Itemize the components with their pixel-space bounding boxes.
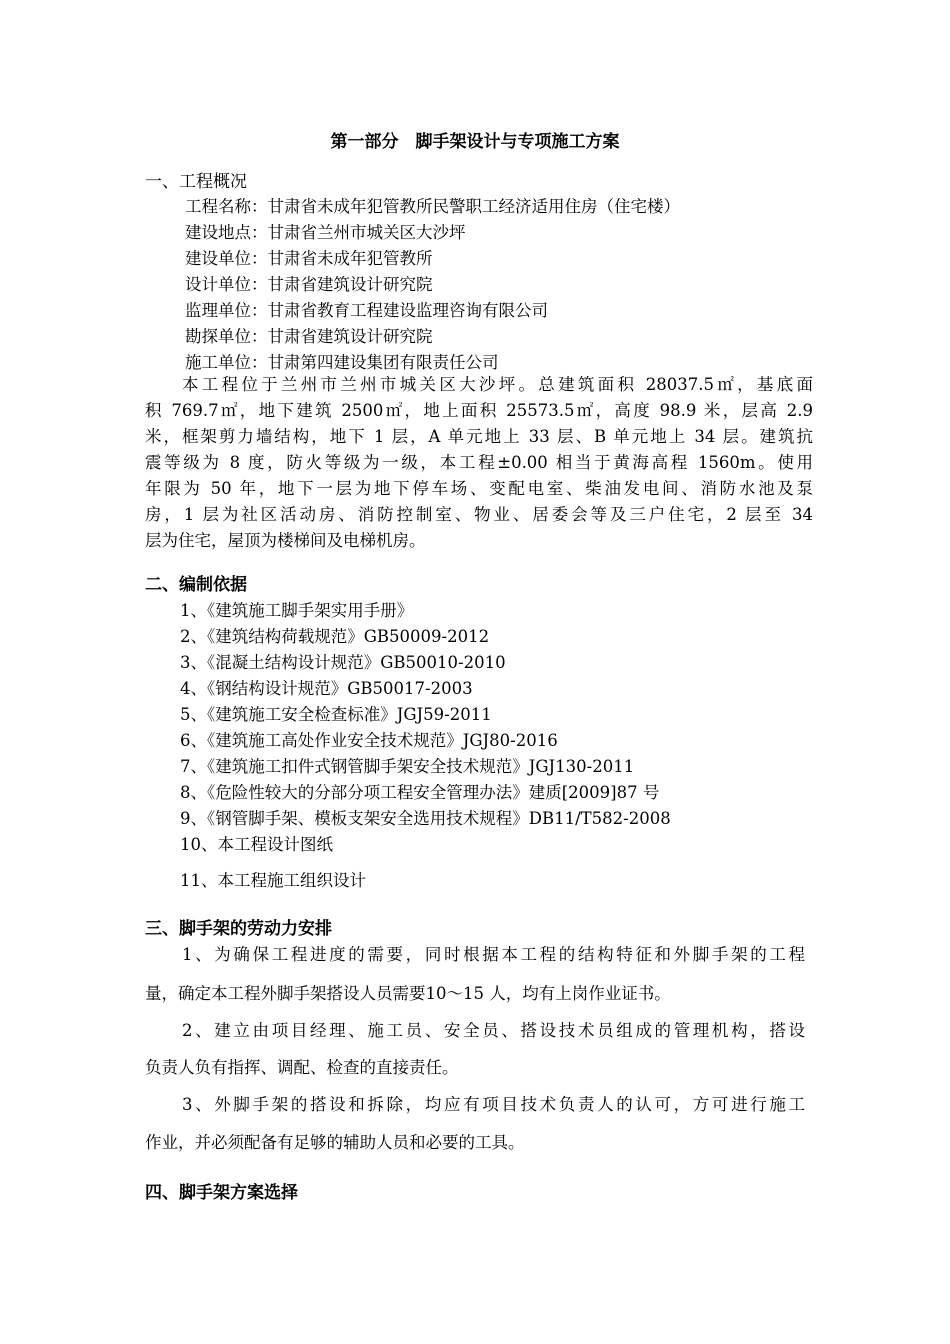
paragraph-line: 层为住宅，屋顶为楼梯间及电梯机房。 (145, 531, 426, 550)
section-heading-overview: 一、工程概况 (145, 172, 247, 192)
labor-line: 负责人负有指挥、调配、检查的直接责任。 (145, 1058, 459, 1077)
reference-item: 4、《钢结构设计规范》GB50017-2003 (180, 679, 473, 698)
reference-item: 11、本工程施工组织设计 (180, 871, 366, 890)
reference-item: 7、《建筑施工扣件式钢管脚手架安全技术规范》JGJ130-2011 (180, 757, 635, 776)
paragraph-line: 积 769.7㎡，地下建筑 2500㎡，地上面积 25573.5㎡，高度 98.9 米，层高 2.9 (145, 401, 813, 420)
paragraph-line: 年限为 50 年，地下一层为地下停车场、变配电室、柴油发电间、消防水池及泵 (145, 479, 813, 498)
reference-item: 10、本工程设计图纸 (180, 835, 333, 854)
reference-item: 8、《危险性较大的分部分项工程安全管理办法》建质[2009]87 号 (180, 783, 660, 802)
reference-item: 2、《建筑结构荷载规范》GB50009-2012 (180, 627, 490, 646)
section-heading-scheme: 四、脚手架方案选择 (145, 1183, 298, 1203)
labor-line: 1、为确保工程进度的需要，同时根据本工程的结构特征和外脚手架的工程 (182, 945, 805, 964)
paragraph-line: 房，1 层为社区活动房、消防控制室、物业、居委会等及三户住宅，2 层至 34 (145, 505, 813, 524)
info-line-surveyor: 勘探单位：甘肃省建筑设计研究院 (185, 327, 433, 346)
reference-item: 1、《建筑施工脚手架实用手册》 (180, 601, 414, 620)
reference-item: 9、《钢管脚手架、模板支架安全选用技术规程》DB11/T582-2008 (180, 809, 671, 828)
labor-line: 3、外脚手架的搭设和拆除，均应有项目技术负责人的认可，方可进行施工 (182, 1095, 805, 1114)
info-line-project-name: 工程名称：甘肃省未成年犯管教所民警职工经济适用住房（住宅楼） (185, 197, 680, 216)
reference-item: 6、《建筑施工高处作业安全技术规范》JGJ80-2016 (180, 731, 558, 750)
paragraph-line: 本工程位于兰州市兰州市城关区大沙坪。总建筑面积 28037.5㎡，基底面 (182, 375, 813, 394)
labor-line: 量，确定本工程外脚手架搭设人员需要10～15 人，均有上岗作业证书。 (145, 984, 671, 1003)
section-heading-labor: 三、脚手架的劳动力安排 (145, 919, 332, 939)
labor-line: 作业，并必须配备有足够的辅助人员和必要的工具。 (145, 1133, 525, 1152)
info-line-contractor: 施工单位：甘肃第四建设集团有限责任公司 (185, 353, 499, 372)
document-title: 第一部分 脚手架设计与专项施工方案 (330, 132, 620, 152)
section-heading-basis: 二、编制依据 (145, 575, 247, 595)
info-line-owner: 建设单位：甘肃省未成年犯管教所 (185, 249, 433, 268)
paragraph-line: 震等级为 8 度，防火等级为一级，本工程±0.00 相当于黄海高程 1560m。使用 (145, 453, 813, 472)
info-line-designer: 设计单位：甘肃省建筑设计研究院 (185, 275, 433, 294)
paragraph-line: 米，框架剪力墙结构，地下 1 层，A 单元地上 33 层、B 单元地上 34 层。建筑抗 (145, 427, 813, 446)
reference-item: 3、《混凝土结构设计规范》GB50010-2010 (180, 653, 506, 672)
reference-item: 5、《建筑施工安全检查标准》JGJ59-2011 (180, 705, 492, 724)
labor-line: 2、建立由项目经理、施工员、安全员、搭设技术员组成的管理机构，搭设 (182, 1021, 805, 1040)
info-line-location: 建设地点：甘肃省兰州市城关区大沙坪 (185, 223, 466, 242)
info-line-supervisor: 监理单位：甘肃省教育工程建设监理咨询有限公司 (185, 301, 548, 320)
overview-paragraph (145, 372, 813, 554)
